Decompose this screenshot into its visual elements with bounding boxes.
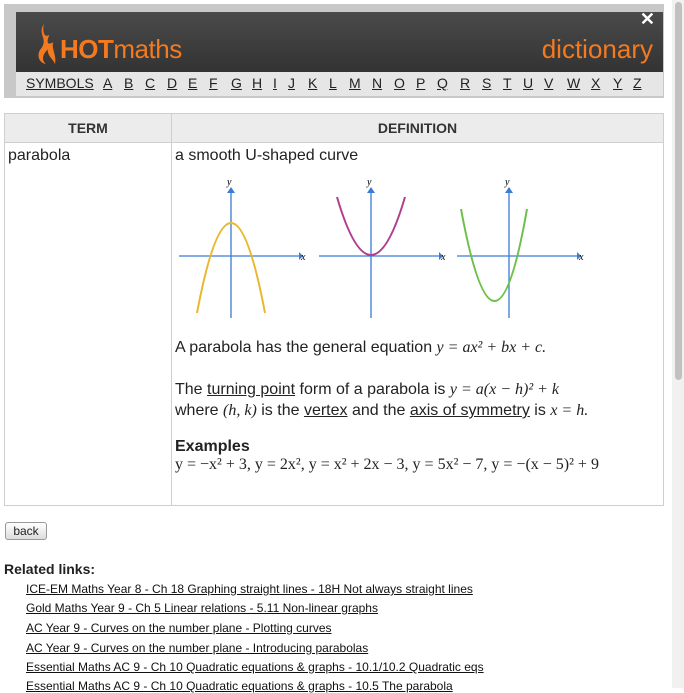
- flame-icon: [30, 22, 58, 66]
- alpha-link-z[interactable]: Z: [633, 75, 642, 91]
- alpha-link-h[interactable]: H: [252, 75, 263, 91]
- logo-text: [60, 34, 182, 65]
- examples: y = −x² + 3, y = 2x², y = x² + 2x − 3, y = 5x² − 7, y = −(x − 5)² + 9: [175, 456, 599, 473]
- page-title: dictionary: [541, 34, 653, 64]
- is-the: is the: [261, 402, 300, 419]
- is-word: is: [534, 402, 546, 419]
- alpha-link-k[interactable]: K: [308, 75, 318, 91]
- alpha-link-l[interactable]: L: [329, 75, 337, 91]
- graph-3-x-label: x: [579, 252, 584, 263]
- vertex-link[interactable]: vertex: [303, 402, 348, 419]
- axis-equation: x = h.: [550, 402, 589, 419]
- definition-header: DEFINITION: [172, 114, 664, 143]
- definition-summary: a smooth U-shaped curve: [175, 147, 359, 164]
- alpha-link-e[interactable]: E: [188, 75, 198, 91]
- axis-of-symmetry-link[interactable]: axis of symmetry: [409, 402, 530, 419]
- term-header: TERM: [5, 114, 172, 143]
- scrollbar[interactable]: [672, 0, 684, 688]
- graph-2-y-label: y: [367, 177, 372, 188]
- alpha-link-m[interactable]: M: [349, 75, 361, 91]
- term: parabola: [8, 147, 71, 164]
- graph-3: [457, 177, 584, 318]
- tp-prefix: The: [175, 381, 203, 398]
- alphabet-nav: [16, 72, 663, 96]
- general-equation: y = ax² + bx + c.: [436, 339, 547, 356]
- term-cell: [5, 143, 172, 506]
- logo-hot: HOT: [60, 34, 114, 64]
- related-link[interactable]: AC Year 9 - Curves on the number plane - Plotting curves: [26, 621, 332, 635]
- alpha-link-o[interactable]: O: [394, 75, 405, 91]
- alpha-link-i[interactable]: I: [273, 75, 277, 91]
- alpha-link-t[interactable]: T: [503, 75, 512, 91]
- graph-2: [319, 177, 446, 318]
- graph-3-y-label: y: [505, 177, 510, 188]
- alpha-link-b[interactable]: B: [124, 75, 134, 91]
- related-link[interactable]: ICE-EM Maths Year 8 - Ch 18 Graphing straight lines - 18H Not always straight lines: [26, 582, 473, 596]
- close-icon[interactable]: ✕: [639, 9, 655, 29]
- alpha-link-j[interactable]: J: [288, 75, 295, 91]
- alpha-link-g[interactable]: G: [231, 75, 242, 91]
- related-link[interactable]: Essential Maths AC 9 - Ch 10 Quadratic equations & graphs - 10.1/10.2 Quadratic eqs: [26, 660, 484, 674]
- where-line: [175, 402, 660, 420]
- alpha-link-u[interactable]: U: [523, 75, 534, 91]
- parabola-graphs: [175, 173, 595, 323]
- related-links-title: Related links:: [4, 561, 96, 577]
- graph-2-x-label: x: [441, 252, 446, 263]
- logo-maths: maths: [113, 34, 182, 64]
- general-equation-line: [175, 339, 660, 357]
- dictionary-table: [4, 113, 664, 506]
- related-link[interactable]: Gold Maths Year 9 - Ch 5 Linear relations - 5.11 Non-linear graphs: [26, 601, 378, 615]
- turning-point-line: [175, 381, 660, 399]
- alpha-link-a[interactable]: A: [103, 75, 113, 91]
- alpha-link-p[interactable]: P: [416, 75, 426, 91]
- tp-equation: y = a(x − h)² + k: [449, 381, 560, 398]
- related-link[interactable]: AC Year 9 - Curves on the number plane - Introducing parabolas: [26, 641, 369, 655]
- graph-1-x-label: x: [301, 252, 306, 263]
- related-link[interactable]: Essential Maths AC 9 - Ch 10 Quadratic equations & graphs - 10.5 The parabola: [26, 679, 453, 693]
- graph-3-curve: [461, 209, 527, 301]
- turning-point-link[interactable]: turning point: [207, 381, 296, 398]
- alpha-link-r[interactable]: R: [460, 75, 471, 91]
- alpha-link-q[interactable]: Q: [437, 75, 448, 91]
- header-bar: [16, 9, 663, 72]
- examples-title: Examples: [175, 438, 250, 455]
- alpha-link-v[interactable]: V: [544, 75, 554, 91]
- scrollbar-thumb[interactable]: [675, 2, 682, 380]
- graph-1-y-label: y: [227, 177, 232, 188]
- tp-middle: form of a parabola is: [299, 381, 446, 398]
- and-the: and the: [351, 402, 406, 419]
- general-equation-prefix: A parabola has the general equation: [175, 339, 433, 356]
- alpha-link-symbols[interactable]: SYMBOLS: [26, 75, 94, 91]
- header: [4, 4, 664, 98]
- alpha-link-f[interactable]: F: [209, 75, 218, 91]
- alpha-link-s[interactable]: S: [482, 75, 492, 91]
- where-hk: (h, k): [223, 402, 257, 419]
- alpha-link-c[interactable]: C: [145, 75, 156, 91]
- back-button[interactable]: back: [5, 522, 47, 540]
- definition-cell: [172, 143, 664, 506]
- alpha-link-y[interactable]: Y: [613, 75, 623, 91]
- alpha-link-n[interactable]: N: [372, 75, 383, 91]
- graph-1: [179, 177, 306, 318]
- alpha-link-x[interactable]: X: [591, 75, 601, 91]
- alpha-link-w[interactable]: W: [567, 75, 581, 91]
- where-prefix: where: [175, 402, 219, 419]
- alpha-link-d[interactable]: D: [167, 75, 178, 91]
